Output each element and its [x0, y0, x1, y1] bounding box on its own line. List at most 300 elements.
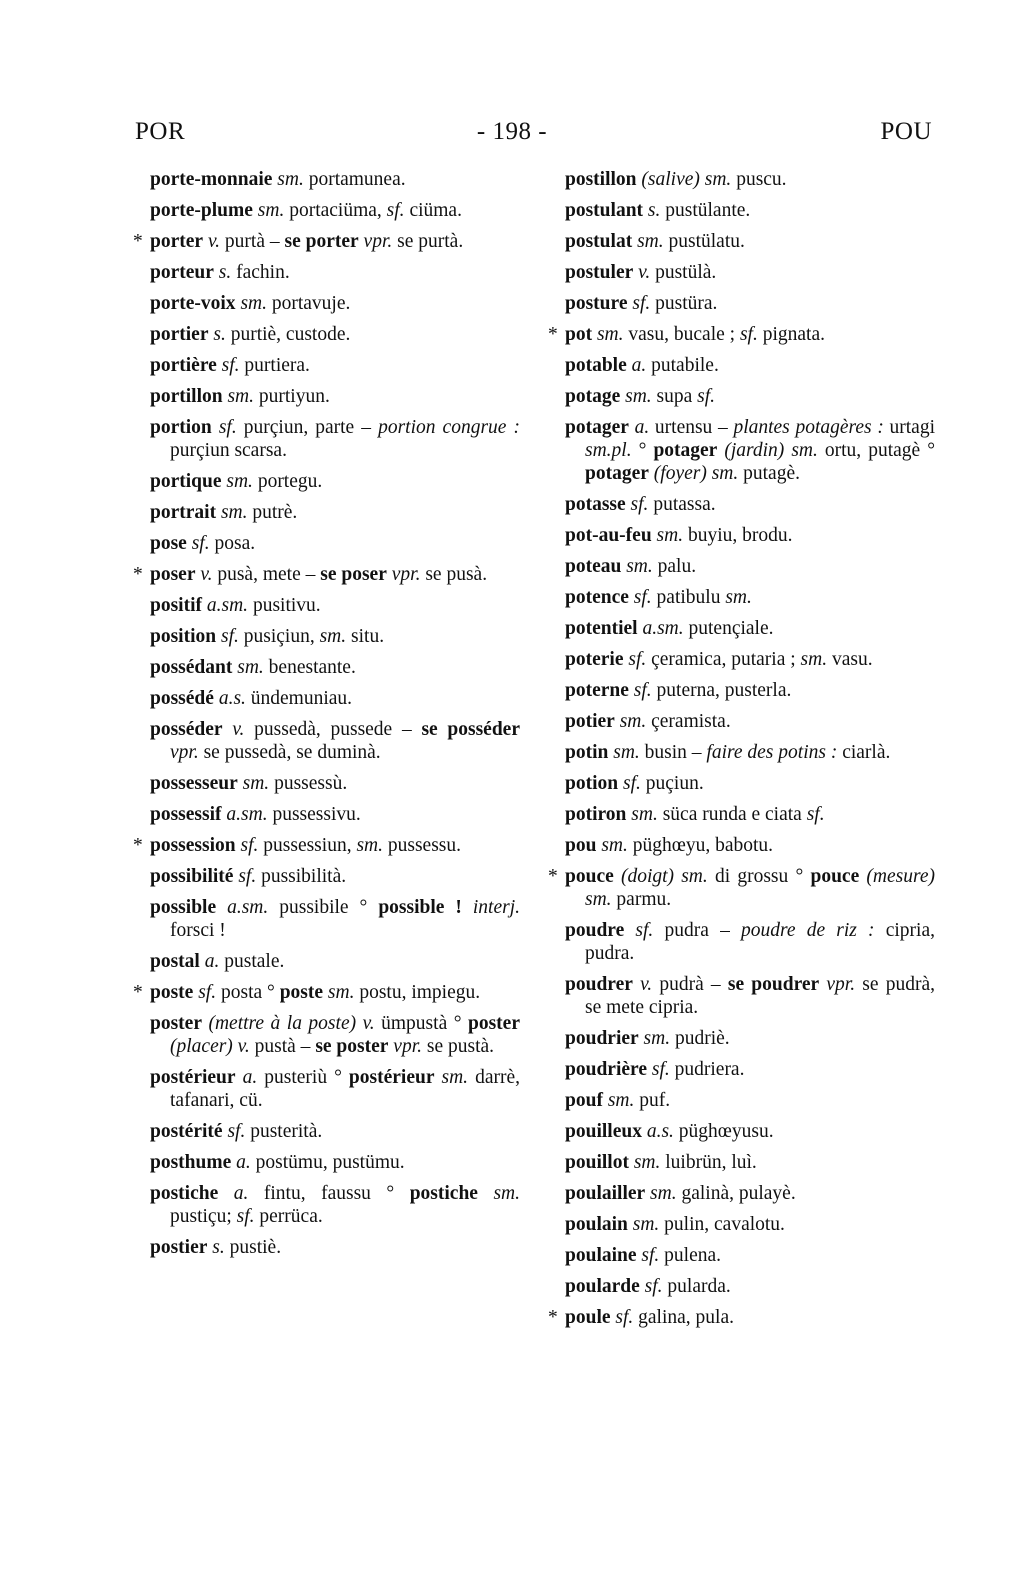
definition-text: pularda.: [662, 1276, 731, 1297]
grammar-label: vpr.: [388, 1036, 423, 1057]
headword: pot-au-feu: [565, 525, 652, 546]
grammar-label: sf.: [739, 324, 758, 345]
definition-text: pussessiun,: [258, 835, 357, 856]
grammar-label: sm.: [252, 200, 285, 221]
grammar-label: vpr.: [386, 564, 421, 585]
definition-text: pustülante.: [660, 200, 751, 221]
dictionary-entry: [565, 834, 935, 857]
definition-text: püghœyusu.: [673, 1121, 774, 1142]
headword: portion: [150, 417, 212, 438]
definition-text: buyiu, brodu.: [683, 525, 793, 546]
grammar-label: sf.: [236, 1206, 255, 1227]
dictionary-entry: [150, 416, 520, 462]
dictionary-entry: [150, 1120, 520, 1143]
definition-text: pudra –: [653, 920, 741, 941]
grammar-label: s.: [207, 1237, 225, 1258]
definition-text: galinà, pulayè.: [676, 1183, 796, 1204]
grammar-label: sf.: [623, 649, 647, 670]
headword: potable: [565, 355, 627, 376]
headword: position: [150, 626, 217, 647]
headword: portière: [150, 355, 217, 376]
headword: portillon: [150, 386, 223, 407]
dictionary-entry: [150, 687, 520, 710]
grammar-label: sm.: [356, 835, 383, 856]
grammar-label: sm.: [608, 742, 640, 763]
headword: postérité: [150, 1121, 223, 1142]
dictionary-entry: [565, 710, 935, 733]
grammar-label: (jardin) sm.: [717, 440, 818, 461]
dictionary-entry: [565, 741, 935, 764]
definition-text: pudriera.: [669, 1059, 745, 1080]
definition-text: pussessu.: [383, 835, 462, 856]
definition-text: supa: [651, 386, 698, 407]
grammar-label: sf.: [216, 626, 239, 647]
grammar-label: sm.: [222, 386, 255, 407]
headword: se posséder: [421, 719, 520, 740]
headword: possibilité: [150, 866, 234, 887]
definition-text: vasu.: [827, 649, 873, 670]
dictionary-entry: [150, 1151, 520, 1174]
dictionary-entry: [565, 385, 935, 408]
grammar-label: sf.: [697, 386, 716, 407]
headword: pot: [565, 324, 593, 345]
dictionary-entry: [150, 470, 520, 493]
grammar-label: sm.: [592, 324, 624, 345]
headword: posture: [565, 293, 628, 314]
definition-text: putagè.: [738, 463, 800, 484]
definition-text: pusterità.: [245, 1121, 323, 1142]
definition-text: luibrün, luì.: [660, 1152, 757, 1173]
definition-text: benestante.: [263, 657, 356, 678]
grammar-label: sm.: [477, 1183, 520, 1204]
grammar-label: vpr.: [358, 231, 393, 252]
headword: potager: [565, 417, 629, 438]
definition-text: purçiun, parte –: [236, 417, 379, 438]
dictionary-entry: [150, 656, 520, 679]
definition-text: püghœyu, babotu.: [627, 835, 774, 856]
grammar-label: sm.: [221, 471, 253, 492]
headword: potage: [565, 386, 621, 407]
dictionary-entry: [150, 385, 520, 408]
grammar-label: v.: [195, 564, 213, 585]
definition-text: postu, impiegu.: [354, 982, 481, 1003]
grammar-label: sm.: [323, 982, 355, 1003]
dictionary-entry: [150, 772, 520, 795]
dictionary-entry: [565, 1151, 935, 1174]
headword: portrait: [150, 502, 217, 523]
definition-text: portaciüma,: [284, 200, 387, 221]
definition-text: ümpustà °: [374, 1013, 468, 1034]
headword: positif: [150, 595, 203, 616]
dictionary-entry: [150, 1012, 520, 1058]
headword: poudrière: [565, 1059, 647, 1080]
headword: porteur: [150, 262, 214, 283]
headword: postal: [150, 951, 200, 972]
dictionary-entry: [565, 772, 935, 795]
headword: poule: [565, 1307, 611, 1328]
definition-text: di grossu °: [707, 866, 811, 887]
definition-text: süca runda e ciata: [657, 804, 807, 825]
dictionary-entry: [565, 648, 935, 671]
grammar-label: sm.: [628, 1152, 661, 1173]
grammar-label: plantes potagères :: [733, 417, 884, 438]
headword: poste: [279, 982, 324, 1003]
headword: postiche: [409, 1183, 478, 1204]
grammar-label: (placer) v.: [170, 1036, 250, 1057]
dictionary-entry: [150, 896, 520, 942]
grammar-label: sf.: [216, 355, 240, 376]
grammar-label: a.sm.: [216, 897, 269, 918]
dictionary-entry: [565, 524, 935, 547]
grammar-label: poudre de riz :: [741, 920, 875, 941]
grammar-label: a.s.: [641, 1121, 674, 1142]
definition-text: galina, pula.: [633, 1307, 734, 1328]
dictionary-entry: [565, 803, 935, 826]
grammar-label: a.: [199, 951, 220, 972]
definition-text: posa.: [209, 533, 256, 554]
headword: poudre: [565, 920, 625, 941]
dictionary-entry: [565, 617, 935, 640]
definition-text: pudriè.: [670, 1028, 730, 1049]
grammar-label: sf.: [628, 587, 652, 608]
definition-text: pussedà, pussede –: [244, 719, 422, 740]
grammar-label: sm.: [434, 1067, 469, 1088]
headword: se poster: [315, 1036, 389, 1057]
dictionary-entry: [565, 168, 935, 191]
grammar-label: (mettre à la poste) v.: [202, 1013, 375, 1034]
grammar-label: sm.: [725, 587, 752, 608]
definition-text: ciarlà.: [837, 742, 891, 763]
grammar-label: (salive) sm.: [636, 169, 732, 190]
dictionary-entry: [548, 1306, 935, 1329]
grammar-label: a.: [235, 1067, 258, 1088]
headword: porte-monnaie: [150, 169, 273, 190]
definition-text: pusitivu.: [248, 595, 321, 616]
dictionary-entry: [150, 950, 520, 973]
grammar-label: sf.: [806, 804, 825, 825]
grammar-label: sf.: [627, 293, 651, 314]
grammar-label: sf.: [624, 920, 654, 941]
headword: potager: [585, 463, 649, 484]
dictionary-entry: [150, 1182, 520, 1228]
definition-text: vasu, bucale ;: [623, 324, 740, 345]
definition-text: pussibilità.: [256, 866, 347, 887]
headword: postillon: [565, 169, 637, 190]
grammar-label: a.: [628, 417, 650, 438]
definition-text: fintu, faussu °: [248, 1183, 410, 1204]
grammar-label: sf.: [618, 773, 641, 794]
grammar-label: sm.: [627, 1214, 660, 1235]
dictionary-entry: [565, 1182, 935, 1205]
dictionary-entry: [133, 834, 520, 857]
headword: pouce: [810, 866, 860, 887]
definition-text: forsci !: [170, 920, 226, 941]
grammar-label: sm.: [645, 1183, 677, 1204]
dictionary-entry: [565, 1244, 935, 1267]
definition-text: puçiun.: [640, 773, 704, 794]
dictionary-entry: [150, 865, 520, 888]
grammar-label: sm.: [651, 525, 684, 546]
headword: poulaine: [565, 1245, 637, 1266]
grammar-label: sm.: [596, 835, 628, 856]
grammar-label: v.: [203, 231, 221, 252]
dictionary-entry: [150, 625, 520, 648]
grammar-label: sm.: [621, 556, 653, 577]
definition-text: pustülà.: [650, 262, 717, 283]
definition-text: patibulu: [651, 587, 726, 608]
grammar-label: s.: [643, 200, 661, 221]
definition-text: perrüca.: [254, 1206, 323, 1227]
running-head-right: POU: [880, 118, 932, 145]
headword: potier: [565, 711, 615, 732]
grammar-label: sm.: [638, 1028, 671, 1049]
headword: possible !: [378, 897, 462, 918]
asterisk-marker: *: [548, 324, 558, 345]
definition-text: puscu.: [731, 169, 787, 190]
grammar-label: v.: [633, 262, 651, 283]
headword: pouf: [565, 1090, 603, 1111]
definition-text: puterna, pusterla.: [651, 680, 792, 701]
grammar-label: (foyer) sm.: [648, 463, 739, 484]
headword: postuler: [565, 262, 634, 283]
definition-text: pussibile °: [268, 897, 379, 918]
grammar-label: sm.: [620, 386, 652, 407]
definition-text: purtiè, custode.: [225, 324, 351, 345]
grammar-label: sf.: [610, 1307, 634, 1328]
dictionary-entry: [565, 230, 935, 253]
running-head-left: POR: [135, 118, 186, 145]
headword: poster: [150, 1013, 202, 1034]
dictionary-entry: [565, 973, 935, 1019]
dictionary-entry: [150, 323, 520, 346]
definition-text: °: [631, 440, 654, 461]
grammar-label: sf.: [646, 1059, 670, 1080]
headword: poulailler: [565, 1183, 646, 1204]
headword: possessif: [150, 804, 222, 825]
definition-text: pignata.: [757, 324, 825, 345]
headword: poser: [150, 564, 196, 585]
headword: postérieur: [150, 1067, 236, 1088]
grammar-label: sm.: [632, 231, 664, 252]
grammar-label: a.: [626, 355, 647, 376]
definition-text: pustiè.: [224, 1237, 282, 1258]
grammar-label: sf.: [639, 1276, 663, 1297]
headword: poulain: [565, 1214, 628, 1235]
definition-text: ortu, putagè °: [817, 440, 935, 461]
definition-text: urtensu –: [649, 417, 734, 438]
grammar-label: sf.: [235, 835, 259, 856]
headword: poularde: [565, 1276, 640, 1297]
grammar-label: sm.: [216, 502, 248, 523]
dictionary-entry: [133, 981, 520, 1004]
definition-text: parmu.: [611, 889, 672, 910]
grammar-label: sf.: [386, 200, 405, 221]
dictionary-entry: [565, 1213, 935, 1236]
definition-text: se pusà.: [420, 564, 488, 585]
headword: postiche: [150, 1183, 219, 1204]
definition-text: çeramica, putaria ;: [646, 649, 801, 670]
grammar-label: sm.: [232, 657, 264, 678]
headword: poudrer: [565, 974, 633, 995]
definition-text: pulin, cavalotu.: [659, 1214, 785, 1235]
grammar-label: a.sm.: [221, 804, 268, 825]
grammar-label: sf.: [211, 417, 237, 438]
dictionary-entry: [565, 1275, 935, 1298]
definition-text: pussessivu.: [267, 804, 361, 825]
dictionary-entry: [150, 168, 520, 191]
definition-text: puf.: [634, 1090, 671, 1111]
headword: postérieur: [348, 1067, 435, 1088]
definition-text: pustiçu;: [170, 1206, 237, 1227]
headword: porte-plume: [150, 200, 253, 221]
dictionary-entry: [565, 586, 935, 609]
definition-text: portamunea.: [303, 169, 406, 190]
headword: poste: [150, 982, 194, 1003]
headword: portier: [150, 324, 209, 345]
grammar-label: sm.: [319, 626, 347, 647]
grammar-label: sm.: [602, 1090, 635, 1111]
dictionary-entry: [565, 1027, 935, 1050]
grammar-label: sm.: [237, 773, 270, 794]
definition-text: pussessù.: [269, 773, 348, 794]
headword: poterne: [565, 680, 629, 701]
headword: pouilleux: [565, 1121, 642, 1142]
headword: potence: [565, 587, 629, 608]
grammar-label: sf.: [625, 494, 649, 515]
grammar-label: sm.: [235, 293, 267, 314]
dictionary-entry: [565, 199, 935, 222]
grammar-label: sm.: [626, 804, 658, 825]
grammar-label: sm.: [272, 169, 304, 190]
asterisk-marker: *: [133, 982, 143, 1003]
headword: potiron: [565, 804, 627, 825]
dictionary-entry: [133, 563, 520, 586]
grammar-label: v.: [222, 719, 245, 740]
dictionary-entry: [150, 199, 520, 222]
asterisk-marker: *: [133, 231, 143, 252]
headword: se porter: [284, 231, 359, 252]
grammar-label: sm.: [614, 711, 647, 732]
definition-text: se pudrà, se mete cipria.: [585, 974, 935, 1018]
grammar-label: s.: [213, 262, 232, 283]
definition-text: portavuje.: [266, 293, 351, 314]
headword: possesseur: [150, 773, 238, 794]
headword: pouillot: [565, 1152, 629, 1173]
headword: se poser: [320, 564, 387, 585]
headword: portique: [150, 471, 222, 492]
definition-text: cipria, pudra.: [585, 920, 935, 964]
headword: possédé: [150, 688, 214, 709]
grammar-label: vpr.: [819, 974, 856, 995]
asterisk-marker: *: [548, 1307, 558, 1328]
grammar-label: sf.: [628, 680, 652, 701]
definition-text: se pustà.: [422, 1036, 495, 1057]
definition-text: darrè, tafanari, cü.: [170, 1067, 521, 1111]
dictionary-entry: [150, 594, 520, 617]
definition-text: ündemuniau.: [245, 688, 353, 709]
definition-text: postümu, pustümu.: [250, 1152, 405, 1173]
definition-text: pulena.: [659, 1245, 722, 1266]
headword: poterie: [565, 649, 624, 670]
definition-text: ciüma.: [404, 200, 462, 221]
headword: possédant: [150, 657, 233, 678]
headword: pou: [565, 835, 597, 856]
grammar-label: sf.: [233, 866, 257, 887]
asterisk-marker: *: [133, 835, 143, 856]
definition-text: fachin.: [231, 262, 290, 283]
headword: poteau: [565, 556, 622, 577]
headword: potin: [565, 742, 609, 763]
grammar-label: sf.: [636, 1245, 660, 1266]
asterisk-marker: *: [548, 866, 558, 887]
dictionary-entry: [150, 292, 520, 315]
dictionary-entry: [150, 532, 520, 555]
definition-text: pudrà –: [652, 974, 728, 995]
dictionary-entry: [150, 803, 520, 826]
grammar-label: a.: [231, 1152, 251, 1173]
dictionary-entry: [565, 1089, 935, 1112]
definition-text: putabile.: [646, 355, 719, 376]
grammar-label: (mesure) sm.: [585, 866, 936, 910]
definition-text: busin –: [639, 742, 707, 763]
dictionary-entry: [150, 718, 520, 764]
definition-text: posta °: [216, 982, 280, 1003]
definition-text: pusiçiun,: [238, 626, 320, 647]
headword: potentiel: [565, 618, 638, 639]
grammar-label: a.: [218, 1183, 249, 1204]
grammar-label: sm.: [800, 649, 828, 670]
asterisk-marker: *: [133, 564, 143, 585]
headword: poudrier: [565, 1028, 639, 1049]
headword: potion: [565, 773, 619, 794]
definition-text: pustüra.: [650, 293, 718, 314]
definition-text: se purtà.: [392, 231, 464, 252]
headword: postier: [150, 1237, 208, 1258]
grammar-label: portion congrue :: [378, 417, 520, 438]
headword: se poudrer: [727, 974, 820, 995]
grammar-label: sf.: [222, 1121, 246, 1142]
dictionary-entry: [150, 354, 520, 377]
definition-text: palu.: [652, 556, 697, 577]
definition-text: purtiera.: [239, 355, 310, 376]
headword: porter: [150, 231, 204, 252]
headword: pouce: [565, 866, 614, 887]
dictionary-entry: [150, 1236, 520, 1259]
grammar-label: (doigt) sm.: [613, 866, 708, 887]
dictionary-entry: [150, 501, 520, 524]
grammar-label: vpr.: [170, 742, 199, 763]
definition-text: putrè.: [247, 502, 298, 523]
left-column: [133, 168, 521, 1267]
grammar-label: sf.: [193, 982, 217, 1003]
headword: posséder: [150, 719, 223, 740]
definition-text: pusteriù °: [257, 1067, 349, 1088]
grammar-label: interj.: [461, 897, 521, 918]
headword: potasse: [565, 494, 626, 515]
grammar-label: v.: [632, 974, 653, 995]
headword: potager: [653, 440, 718, 461]
dictionary-entry: [548, 865, 936, 911]
headword: possible: [150, 897, 217, 918]
definition-text: purtà –: [220, 231, 285, 252]
headword: pose: [150, 533, 187, 554]
grammar-label: faire des potins :: [706, 742, 838, 763]
dictionary-entry: [565, 679, 935, 702]
definition-text: pusà, mete –: [212, 564, 321, 585]
grammar-label: a.s.: [213, 688, 246, 709]
grammar-label: sf.: [186, 533, 210, 554]
definition-text: pustale.: [219, 951, 285, 972]
